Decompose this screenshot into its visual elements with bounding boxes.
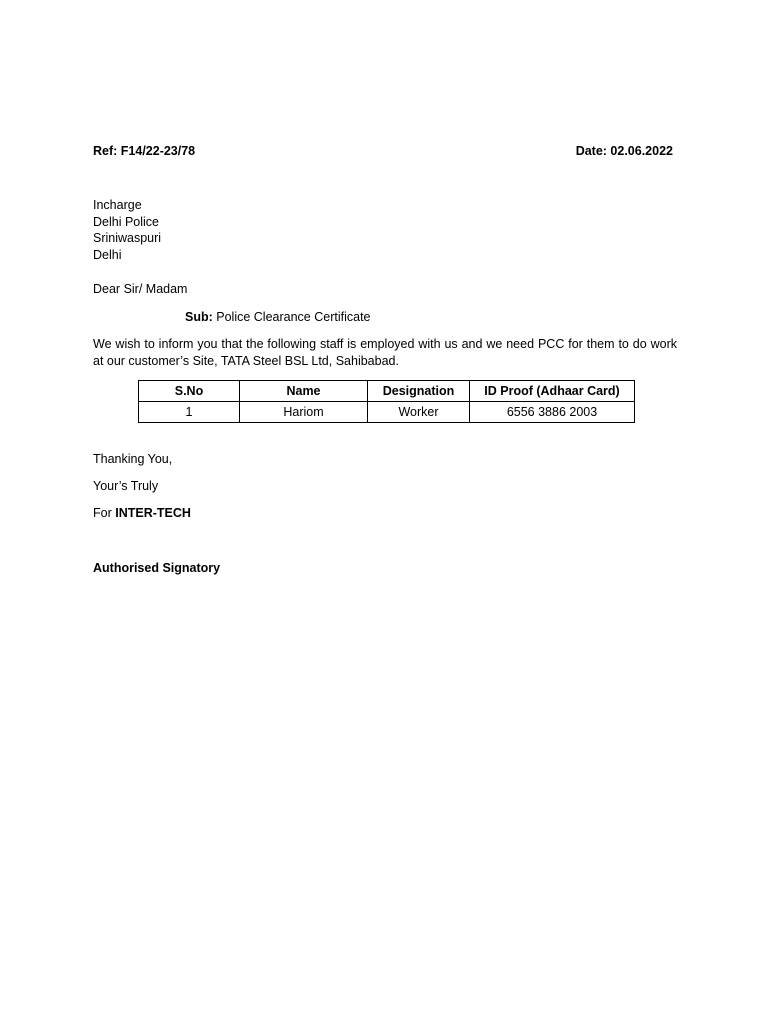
company-name bbox=[93, 505, 191, 522]
subject-text: Police Clearance Certificate bbox=[212, 310, 371, 324]
closing-yours: Your’s Truly bbox=[93, 479, 159, 493]
table-header-row bbox=[139, 381, 635, 402]
address-line: Incharge bbox=[93, 198, 142, 212]
column-header-id-proof: ID Proof (Adhaar Card) bbox=[470, 381, 635, 402]
salutation: Dear Sir/ Madam bbox=[93, 282, 188, 296]
body-paragraph: We wish to inform you that the following staff is employed with us and we need PCC for them to do work at our customer’s Site, TATA Steel BSL Ltd, Sahibabad. bbox=[93, 337, 677, 368]
table-row bbox=[139, 402, 635, 423]
reference-number: Ref: F14/22-23/78 bbox=[93, 144, 196, 158]
address-line: Delhi Police bbox=[93, 214, 160, 229]
column-header-name: Name bbox=[240, 381, 368, 402]
cell-name: Hariom bbox=[240, 402, 368, 423]
staff-table bbox=[138, 380, 635, 423]
address-line: Delhi bbox=[93, 247, 122, 262]
cell-designation: Worker bbox=[368, 402, 470, 423]
letter-date: Date: 02.06.2022 bbox=[575, 144, 673, 158]
cell-sno: 1 bbox=[139, 402, 240, 423]
subject-label: Sub: bbox=[185, 310, 213, 324]
column-header-designation: Designation bbox=[368, 381, 470, 402]
subject-line bbox=[185, 309, 371, 326]
recipient-address bbox=[93, 197, 161, 263]
closing-thanks: Thanking You, bbox=[93, 452, 173, 466]
column-header-sno: S.No bbox=[139, 381, 240, 402]
authorised-signatory: Authorised Signatory bbox=[93, 561, 221, 575]
company-text: For INTER-TECH bbox=[93, 506, 191, 520]
cell-id-proof: 6556 3886 2003 bbox=[470, 402, 635, 423]
address-line: Sriniwaspuri bbox=[93, 231, 162, 245]
